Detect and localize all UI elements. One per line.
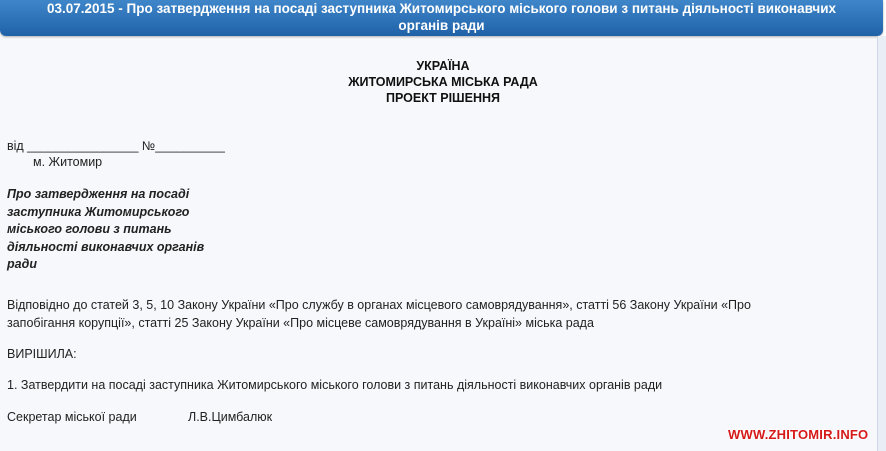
date-number-line: від ________________ №__________: [7, 139, 225, 153]
doc-type-heading: ПРОЕКТ РІШЕННЯ: [385, 91, 500, 105]
article-title-bar: [0, 0, 883, 36]
subject-line: діяльності виконавчих органів: [7, 239, 205, 254]
preamble-line-2: запобігання корупції», статті 25 Закону України «Про місцеве самоврядування в Україні» міська рада: [7, 315, 594, 330]
country-heading: УКРАЇНА: [416, 59, 470, 73]
signer-name: Л.В.Цимбалюк: [188, 410, 273, 424]
subject-line: Про затвердження на посаді: [7, 187, 190, 201]
vertical-scrollbar[interactable]: [877, 36, 886, 451]
preamble-paragraph: [7, 297, 877, 332]
subject-block: [7, 186, 237, 274]
council-heading: ЖИТОМИРСЬКА МІСЬКА РАДА: [348, 75, 538, 89]
site-watermark: WWW.ZHITOMIR.INFO: [728, 427, 869, 442]
title-line-1: 03.07.2015 - Про затвердження на посаді заступника Житомирського міського голови з питань діяльності виконавчих: [46, 1, 837, 16]
decided-label: ВИРІШИЛА:: [7, 347, 77, 361]
title-line-2: органів ради: [398, 18, 485, 33]
subject-line: заступника Житомирського: [7, 204, 190, 219]
decision-item-1: 1. Затвердити на посаді заступника Житомирського міського голови з питань діяльності виконавчих органів ради: [7, 378, 663, 392]
city-line: м. Житомир: [33, 155, 103, 169]
subject-line: ради: [7, 257, 37, 271]
subject-line: міського голови з питань: [7, 222, 172, 236]
signer-title: Секретар міської ради: [7, 410, 137, 424]
preamble-line-1: Відповідно до статей 3, 5, 10 Закону України «Про службу в органах місцевого самоврядування», статті 56 Закону України «Про: [7, 298, 751, 312]
